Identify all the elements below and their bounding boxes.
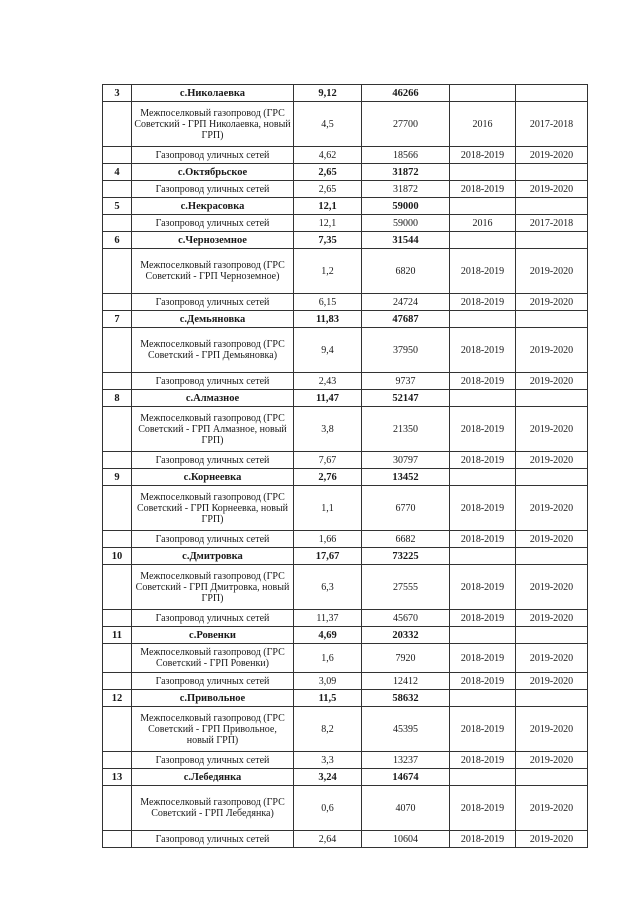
row-number-cell [103, 102, 132, 147]
row-number-cell [103, 531, 132, 548]
row-number-cell [103, 328, 132, 373]
end-period-cell [516, 311, 588, 328]
length-km-cell: 9,12 [294, 85, 362, 102]
start-period-cell: 2018-2019 [450, 328, 516, 373]
length-km-cell: 3,3 [294, 752, 362, 769]
row-number-cell [103, 610, 132, 627]
object-name-cell: с.Черноземное [132, 232, 294, 249]
start-period-cell: 2016 [450, 215, 516, 232]
end-period-cell [516, 548, 588, 565]
end-period-cell: 2019-2020 [516, 328, 588, 373]
row-number-cell: 3 [103, 85, 132, 102]
pipeline-row [103, 373, 588, 390]
object-name-cell: Межпоселковый газопровод (ГРС Советский - ГРП Дмитровка, новый ГРП) [132, 565, 294, 610]
start-period-cell [450, 627, 516, 644]
object-name-cell: с.Алмазное [132, 390, 294, 407]
cost-cell: 58632 [362, 690, 450, 707]
object-name-cell: Межпоселковый газопровод (ГРС Советский - ГРП Лебедянка) [132, 786, 294, 831]
cost-cell: 13452 [362, 469, 450, 486]
end-period-cell: 2019-2020 [516, 452, 588, 469]
object-name-cell: Межпоселковый газопровод (ГРС Советский - ГРП Ровенки) [132, 644, 294, 673]
object-name-cell: с.Демьяновка [132, 311, 294, 328]
row-number-cell: 13 [103, 769, 132, 786]
length-km-cell: 11,37 [294, 610, 362, 627]
row-number-cell: 5 [103, 198, 132, 215]
object-name-cell: Газопровод уличных сетей [132, 673, 294, 690]
length-km-cell: 4,5 [294, 102, 362, 147]
row-number-cell: 8 [103, 390, 132, 407]
cost-cell: 13237 [362, 752, 450, 769]
pipeline-row [103, 644, 588, 673]
end-period-cell: 2019-2020 [516, 565, 588, 610]
length-km-cell: 17,67 [294, 548, 362, 565]
start-period-cell: 2018-2019 [450, 407, 516, 452]
end-period-cell: 2019-2020 [516, 707, 588, 752]
cost-cell: 24724 [362, 294, 450, 311]
start-period-cell [450, 548, 516, 565]
object-name-cell: Газопровод уличных сетей [132, 181, 294, 198]
row-number-cell: 11 [103, 627, 132, 644]
pipeline-row [103, 215, 588, 232]
cost-cell: 20332 [362, 627, 450, 644]
start-period-cell: 2018-2019 [450, 610, 516, 627]
start-period-cell: 2018-2019 [450, 673, 516, 690]
object-name-cell: с.Привольное [132, 690, 294, 707]
object-name-cell: с.Некрасовка [132, 198, 294, 215]
pipeline-row [103, 407, 588, 452]
cost-cell: 7920 [362, 644, 450, 673]
end-period-cell [516, 769, 588, 786]
start-period-cell: 2018-2019 [450, 831, 516, 848]
settlement-row [103, 85, 588, 102]
row-number-cell [103, 373, 132, 390]
cost-cell: 12412 [362, 673, 450, 690]
length-km-cell: 11,83 [294, 311, 362, 328]
object-name-cell: Газопровод уличных сетей [132, 610, 294, 627]
cost-cell: 14674 [362, 769, 450, 786]
row-number-cell: 10 [103, 548, 132, 565]
start-period-cell: 2018-2019 [450, 452, 516, 469]
length-km-cell: 1,6 [294, 644, 362, 673]
row-number-cell: 9 [103, 469, 132, 486]
length-km-cell: 6,3 [294, 565, 362, 610]
pipeline-row [103, 452, 588, 469]
end-period-cell: 2019-2020 [516, 181, 588, 198]
start-period-cell [450, 232, 516, 249]
end-period-cell [516, 390, 588, 407]
cost-cell: 30797 [362, 452, 450, 469]
cost-cell: 10604 [362, 831, 450, 848]
start-period-cell [450, 198, 516, 215]
start-period-cell: 2018-2019 [450, 644, 516, 673]
object-name-cell: Газопровод уличных сетей [132, 752, 294, 769]
length-km-cell: 2,65 [294, 181, 362, 198]
object-name-cell: с.Октябрьское [132, 164, 294, 181]
object-name-cell: Межпоселковый газопровод (ГРС Советский - ГРП Николаевка, новый ГРП) [132, 102, 294, 147]
row-number-cell [103, 215, 132, 232]
start-period-cell: 2018-2019 [450, 294, 516, 311]
length-km-cell: 2,65 [294, 164, 362, 181]
cost-cell: 47687 [362, 311, 450, 328]
start-period-cell: 2018-2019 [450, 147, 516, 164]
cost-cell: 31544 [362, 232, 450, 249]
row-number-cell [103, 452, 132, 469]
settlement-row [103, 548, 588, 565]
end-period-cell: 2019-2020 [516, 673, 588, 690]
length-km-cell: 2,43 [294, 373, 362, 390]
cost-cell: 31872 [362, 164, 450, 181]
end-period-cell: 2019-2020 [516, 644, 588, 673]
cost-cell: 31872 [362, 181, 450, 198]
object-name-cell: с.Лебедянка [132, 769, 294, 786]
start-period-cell: 2018-2019 [450, 486, 516, 531]
object-name-cell: Межпоселковый газопровод (ГРС Советский - ГРП Корнеевка, новый ГРП) [132, 486, 294, 531]
end-period-cell: 2019-2020 [516, 407, 588, 452]
object-name-cell: с.Николаевка [132, 85, 294, 102]
settlement-row [103, 311, 588, 328]
cost-cell: 6682 [362, 531, 450, 548]
length-km-cell: 12,1 [294, 215, 362, 232]
cost-cell: 52147 [362, 390, 450, 407]
length-km-cell: 0,6 [294, 786, 362, 831]
settlement-row [103, 469, 588, 486]
row-number-cell [103, 486, 132, 531]
row-number-cell: 6 [103, 232, 132, 249]
object-name-cell: Газопровод уличных сетей [132, 294, 294, 311]
start-period-cell [450, 390, 516, 407]
pipeline-row [103, 102, 588, 147]
pipeline-row [103, 294, 588, 311]
pipeline-row [103, 486, 588, 531]
cost-cell: 45395 [362, 707, 450, 752]
object-name-cell: Межпоселковый газопровод (ГРС Советский - ГРП Демьяновка) [132, 328, 294, 373]
length-km-cell: 7,67 [294, 452, 362, 469]
row-number-cell: 4 [103, 164, 132, 181]
end-period-cell: 2019-2020 [516, 147, 588, 164]
cost-cell: 45670 [362, 610, 450, 627]
end-period-cell [516, 232, 588, 249]
length-km-cell: 2,64 [294, 831, 362, 848]
end-period-cell: 2019-2020 [516, 752, 588, 769]
end-period-cell: 2019-2020 [516, 786, 588, 831]
object-name-cell: с.Ровенки [132, 627, 294, 644]
end-period-cell: 2019-2020 [516, 486, 588, 531]
cost-cell: 27700 [362, 102, 450, 147]
settlement-row [103, 198, 588, 215]
object-name-cell: Межпоселковый газопровод (ГРС Советский - ГРП Алмазное, новый ГРП) [132, 407, 294, 452]
settlement-row [103, 769, 588, 786]
row-number-cell [103, 294, 132, 311]
length-km-cell: 7,35 [294, 232, 362, 249]
pipeline-row [103, 752, 588, 769]
length-km-cell: 1,66 [294, 531, 362, 548]
start-period-cell [450, 690, 516, 707]
object-name-cell: Межпоселковый газопровод (ГРС Советский - ГРП Черноземное) [132, 249, 294, 294]
pipeline-row [103, 181, 588, 198]
pipeline-row [103, 831, 588, 848]
end-period-cell [516, 85, 588, 102]
length-km-cell: 2,76 [294, 469, 362, 486]
row-number-cell [103, 707, 132, 752]
pipeline-row [103, 673, 588, 690]
start-period-cell: 2018-2019 [450, 786, 516, 831]
pipeline-row [103, 610, 588, 627]
length-km-cell: 1,1 [294, 486, 362, 531]
cost-cell: 46266 [362, 85, 450, 102]
cost-cell: 9737 [362, 373, 450, 390]
start-period-cell: 2018-2019 [450, 531, 516, 548]
end-period-cell: 2017-2018 [516, 215, 588, 232]
pipeline-row [103, 707, 588, 752]
cost-cell: 73225 [362, 548, 450, 565]
settlement-row [103, 164, 588, 181]
end-period-cell [516, 469, 588, 486]
end-period-cell [516, 690, 588, 707]
object-name-cell: Газопровод уличных сетей [132, 373, 294, 390]
pipeline-row [103, 565, 588, 610]
start-period-cell: 2018-2019 [450, 373, 516, 390]
object-name-cell: с.Дмитровка [132, 548, 294, 565]
object-name-cell: Газопровод уличных сетей [132, 831, 294, 848]
row-number-cell [103, 181, 132, 198]
end-period-cell: 2019-2020 [516, 249, 588, 294]
end-period-cell: 2019-2020 [516, 610, 588, 627]
end-period-cell [516, 627, 588, 644]
row-number-cell [103, 644, 132, 673]
cost-cell: 21350 [362, 407, 450, 452]
pipeline-row [103, 147, 588, 164]
settlement-row [103, 390, 588, 407]
length-km-cell: 1,2 [294, 249, 362, 294]
end-period-cell: 2019-2020 [516, 373, 588, 390]
object-name-cell: Газопровод уличных сетей [132, 147, 294, 164]
pipeline-row [103, 328, 588, 373]
row-number-cell: 7 [103, 311, 132, 328]
row-number-cell [103, 831, 132, 848]
cost-cell: 6820 [362, 249, 450, 294]
length-km-cell: 3,09 [294, 673, 362, 690]
row-number-cell [103, 407, 132, 452]
object-name-cell: с.Корнеевка [132, 469, 294, 486]
start-period-cell [450, 769, 516, 786]
end-period-cell: 2019-2020 [516, 831, 588, 848]
cost-cell: 59000 [362, 198, 450, 215]
object-name-cell: Межпоселковый газопровод (ГРС Советский - ГРП Привольное, новый ГРП) [132, 707, 294, 752]
row-number-cell [103, 565, 132, 610]
cost-cell: 37950 [362, 328, 450, 373]
row-number-cell [103, 752, 132, 769]
cost-cell: 27555 [362, 565, 450, 610]
cost-cell: 18566 [362, 147, 450, 164]
start-period-cell [450, 311, 516, 328]
start-period-cell [450, 469, 516, 486]
start-period-cell: 2018-2019 [450, 707, 516, 752]
settlement-row [103, 627, 588, 644]
start-period-cell: 2018-2019 [450, 181, 516, 198]
start-period-cell [450, 85, 516, 102]
end-period-cell [516, 198, 588, 215]
length-km-cell: 3,8 [294, 407, 362, 452]
settlement-row [103, 690, 588, 707]
end-period-cell: 2017-2018 [516, 102, 588, 147]
pipeline-row [103, 249, 588, 294]
object-name-cell: Газопровод уличных сетей [132, 215, 294, 232]
start-period-cell [450, 164, 516, 181]
length-km-cell: 3,24 [294, 769, 362, 786]
row-number-cell [103, 673, 132, 690]
end-period-cell: 2019-2020 [516, 294, 588, 311]
length-km-cell: 12,1 [294, 198, 362, 215]
table-body [103, 85, 588, 848]
cost-cell: 6770 [362, 486, 450, 531]
length-km-cell: 8,2 [294, 707, 362, 752]
start-period-cell: 2018-2019 [450, 565, 516, 610]
length-km-cell: 9,4 [294, 328, 362, 373]
gas-pipeline-table [102, 84, 588, 848]
row-number-cell [103, 786, 132, 831]
object-name-cell: Газопровод уличных сетей [132, 452, 294, 469]
settlement-row [103, 232, 588, 249]
pipeline-row [103, 531, 588, 548]
end-period-cell: 2019-2020 [516, 531, 588, 548]
cost-cell: 4070 [362, 786, 450, 831]
length-km-cell: 11,5 [294, 690, 362, 707]
end-period-cell [516, 164, 588, 181]
start-period-cell: 2018-2019 [450, 752, 516, 769]
length-km-cell: 4,69 [294, 627, 362, 644]
start-period-cell: 2016 [450, 102, 516, 147]
object-name-cell: Газопровод уличных сетей [132, 531, 294, 548]
row-number-cell [103, 249, 132, 294]
length-km-cell: 6,15 [294, 294, 362, 311]
row-number-cell [103, 147, 132, 164]
cost-cell: 59000 [362, 215, 450, 232]
length-km-cell: 4,62 [294, 147, 362, 164]
pipeline-row [103, 786, 588, 831]
start-period-cell: 2018-2019 [450, 249, 516, 294]
length-km-cell: 11,47 [294, 390, 362, 407]
row-number-cell: 12 [103, 690, 132, 707]
